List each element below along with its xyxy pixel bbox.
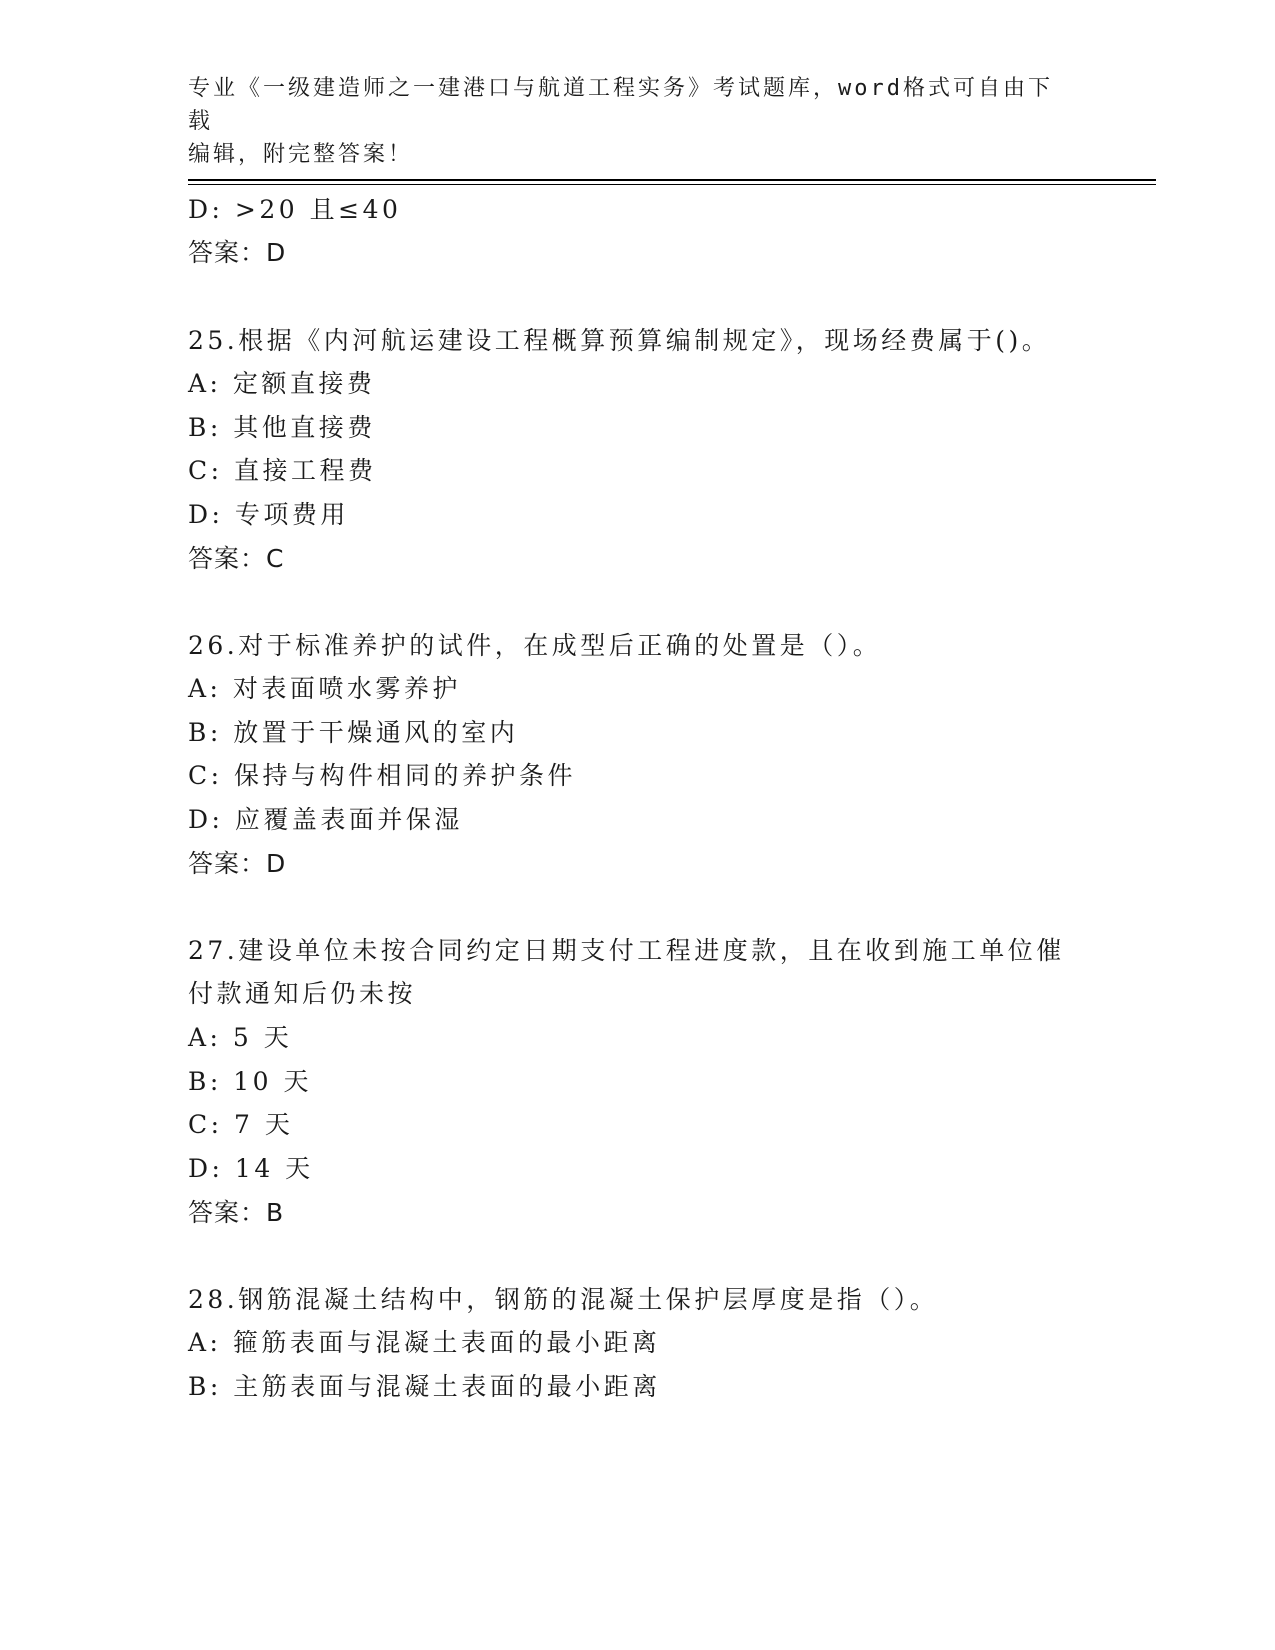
q27-option-a: A: 5 天 xyxy=(188,1023,293,1052)
q25-option-b: B: 其他直接费 xyxy=(188,413,376,442)
q27-question-line-1: 27.建设单位未按合同约定日期支付工程进度款，且在收到施工单位催 xyxy=(188,936,1065,965)
q25-option-a: A: 定额直接费 xyxy=(188,369,376,398)
q26-option-a: A: 对表面喷水雾养护 xyxy=(188,674,461,703)
header-rule-thin xyxy=(188,184,1156,185)
q28-question: 28.钢筋混凝土结构中，钢筋的混凝土保护层厚度是指（）。 xyxy=(188,1285,939,1314)
q26-option-d: D: 应覆盖表面并保湿 xyxy=(188,805,463,834)
q24-option-d: D: >20 且≤40 xyxy=(188,195,402,224)
q25-option-c: C: 直接工程费 xyxy=(188,456,377,485)
document-header xyxy=(188,72,1068,171)
q26-question: 26.对于标准养护的试件，在成型后正确的处置是（）。 xyxy=(188,631,882,660)
q28-option-b: B: 主筋表面与混凝土表面的最小距离 xyxy=(188,1372,661,1401)
q24-answer: 答案：D xyxy=(188,238,287,267)
q26-option-b: B: 放置于干燥通风的室内 xyxy=(188,718,519,747)
q25-option-d: D: 专项费用 xyxy=(188,500,349,529)
q28-option-a: A: 箍筋表面与混凝土表面的最小距离 xyxy=(188,1328,661,1357)
q26-option-c: C: 保持与构件相同的养护条件 xyxy=(188,761,576,790)
q27-option-d: D: 14 天 xyxy=(188,1154,314,1183)
q27-question-line-2: 付款通知后仍未按 xyxy=(188,979,417,1008)
header-line-1: 专业《一级建造师之一建港口与航道工程实务》考试题库，word格式可自由下载 xyxy=(188,76,1053,134)
q26-answer: 答案：D xyxy=(188,849,287,878)
q25-answer: 答案：C xyxy=(188,544,285,573)
header-line-2: 编辑，附完整答案！ xyxy=(188,142,414,167)
q27-answer: 答案：B xyxy=(188,1198,285,1227)
header-rule-thick xyxy=(188,179,1156,181)
q27-option-b: B: 10 天 xyxy=(188,1067,312,1096)
q27-option-c: C: 7 天 xyxy=(188,1110,294,1139)
q25-question: 25.根据《内河航运建设工程概算预算编制规定》，现场经费属于()。 xyxy=(188,326,1051,355)
